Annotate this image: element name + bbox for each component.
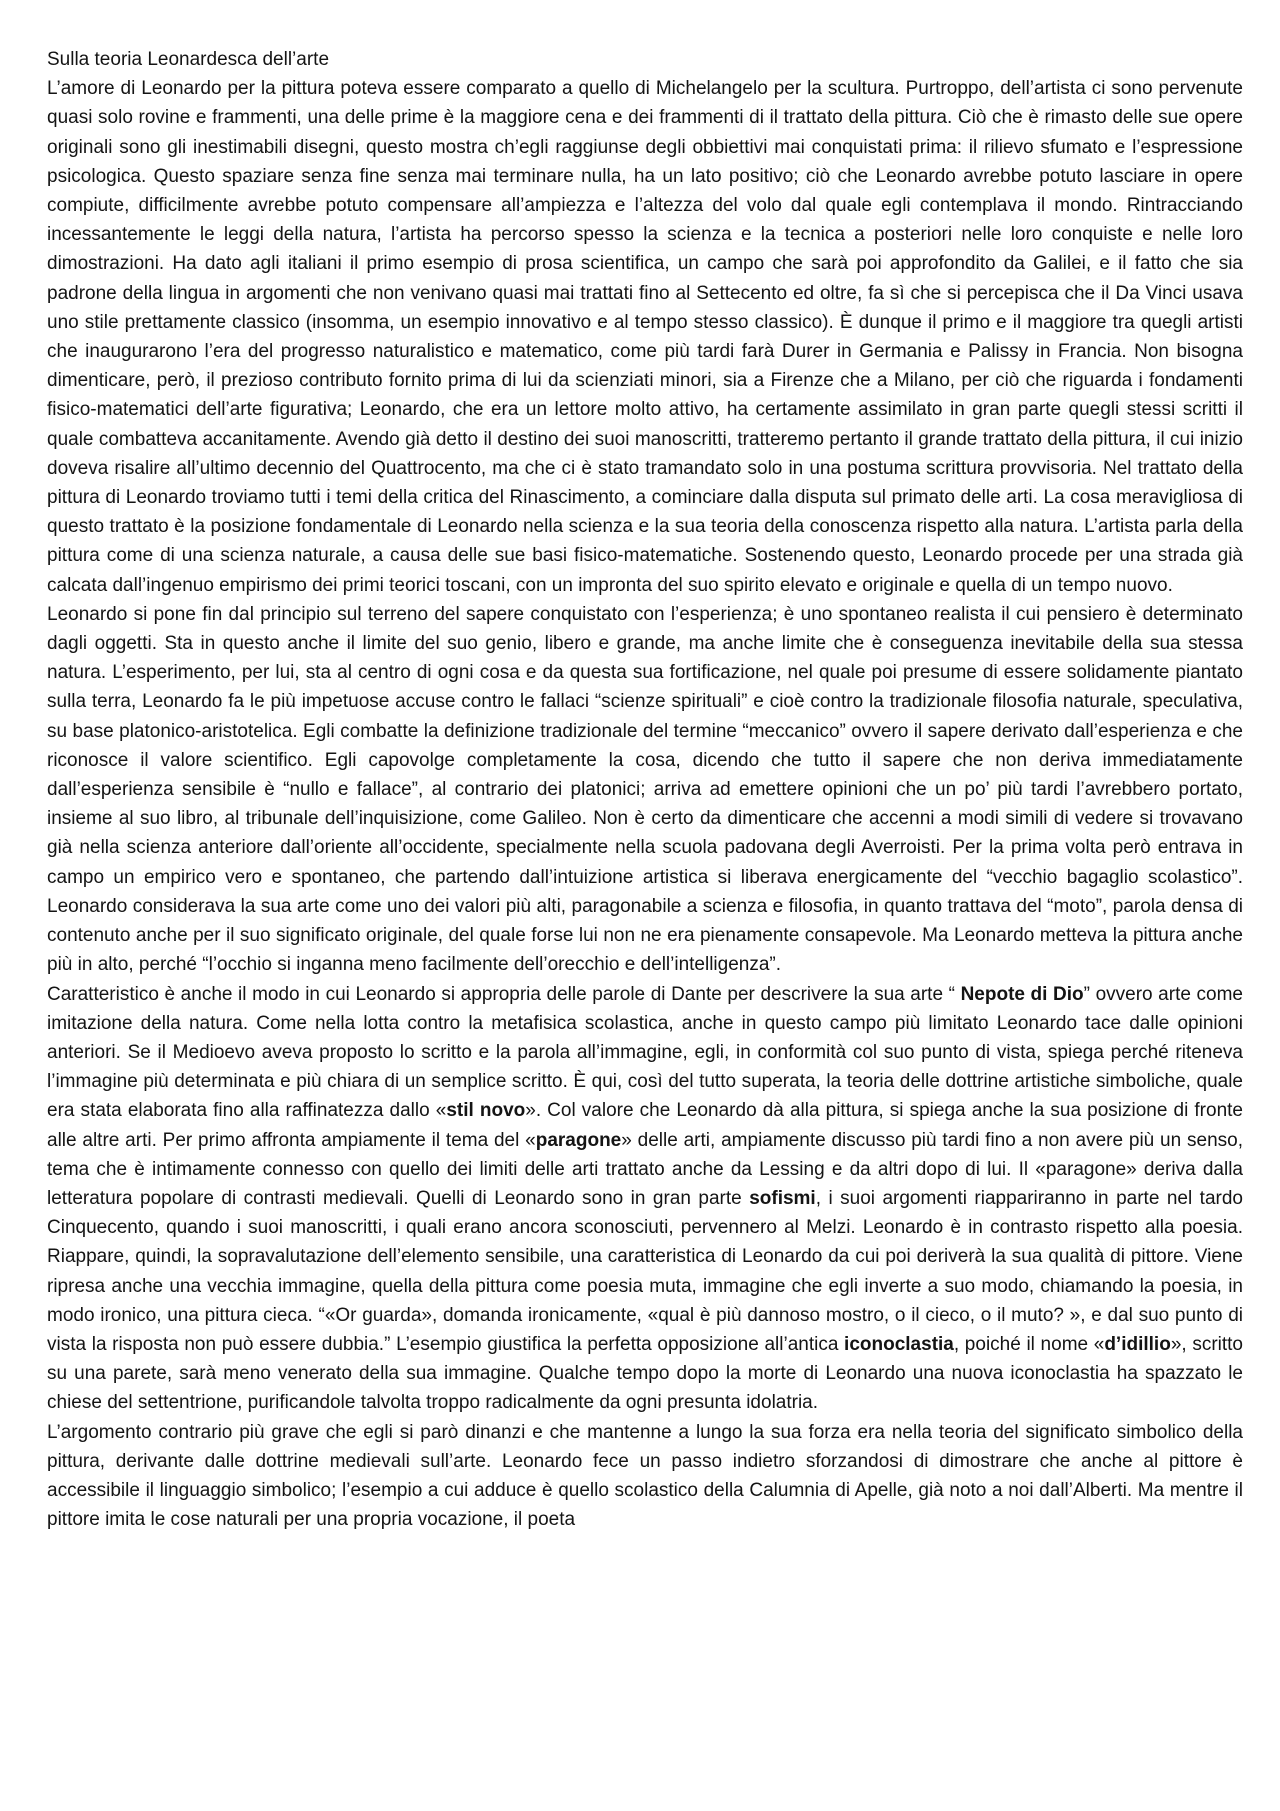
paragraph-3-text: », scritto su una parete, sarà meno venerato della sua immagine. Qualche tempo dopo la morte di Leonardo una nuova iconoclastia ha spazzato le chiese del settentrione, purificandole talvolta troppo radicalmente da ogni presunta idolatria. [47,1333,1243,1414]
bold-paragone: paragone [535,1129,622,1151]
paragraph-3-text: ” ovvero arte come imitazione della natura. Come nella lotta contro la metafisica scolastica, anche in questo campo più limitato Leonardo tace dalle opinioni anteriori. Se il Medioevo aveva proposto lo scritto e la parola all’immagine, egli, in conformità col suo punto di vista, spiega perché riteneva l’immagine più determinata e più chiara di un semplice scritto. È qui, così del tutto superata, la teoria delle dottrine artistiche simboliche, quale era stata elaborata fino alla raffinatezza dallo « [47,983,1243,1122]
paragraph-3-text: Caratteristico è anche il modo in cui Leonardo si appropria delle parole di Dante per descrivere la sua arte “ [47,983,961,1005]
paragraph-4: L’argomento contrario più grave che egli si parò dinanzi e che mantenne a lungo la sua forza era nella teoria del significato simbolico della pittura, derivante dalle dottrine medievali sull’arte. Leonardo fece un passo indietro sforzandosi di dimostrare che anche al pittore è accessibile il linguaggio simbolico; l’esempio a cui adduce è quello scolastico della Calumnia di Apelle, già noto a noi dall’Alberti. Ma mentre il pittore imita le cose naturali per una propria vocazione, il poeta [47,1421,1243,1531]
paragraph-3-text: , poiché il nome « [953,1333,1105,1355]
bold-iconoclastia: iconoclastia [844,1333,954,1355]
bold-didillio: d’idillio [1104,1333,1171,1355]
paragraph-2: Leonardo si pone fin dal principio sul terreno del sapere conquistato con l’esperienza; è uno spontaneo realista il cui pensiero è determinato dagli oggetti. Sta in questo anche il limite del suo genio, libero e grande, ma anche limite che è conseguenza inevitabile della sua stessa natura. L’esperimento, per lui, sta al centro di ogni cosa e da questa sua fortificazione, nel quale poi presume di essere solidamente piantato sulla terra, Leonardo fa le più impetuose accuse contro le fallaci “scienze spirituali” e cioè contro la tradizionale filosofia naturale, speculativa, su base platonico-aristotelica. Egli combatte la definizione tradizionale del termine “meccanico” ovvero il sapere derivato dall’esperienza e che riconosce il valore scientifico. Egli capovolge completamente la cosa, dicendo che tutto il sapere che non deriva immediatamente dall’esperienza sensibile è “nullo e fallace”, al contrario dei platonici; arriva ad emettere opinioni che un po’ più tardi l’avrebbero portato, insieme al suo libro, al tribunale dell’inquisizione, come Galileo. Non è certo da dimenticare che accenni a modi simili di vedere si trovavano già nella scienza anteriore dall’oriente all’occidente, specialmente nella scuola padovana degli Averroisti. Per la prima volta però entrava in campo un empirico vero e spontaneo, che partendo dall’intuizione artistica si liberava energicamente del “vecchio bagaglio scolastico”. Leonardo considerava la sua arte come uno dei valori più alti, paragonabile a scienza e filosofia, in quanto trattava del “moto”, parola densa di contenuto anche per il suo significato originale, del quale forse lui non ne era pienamente consapevole. Ma Leonardo metteva la pittura anche più in alto, perché “l’occhio si inganna meno facilmente dell’orecchio e dell’intelligenza”. [47,603,1243,976]
bold-sofismi: sofismi [749,1187,816,1209]
paragraph-3 [47,980,1243,1418]
bold-nepote-di-dio: Nepote di Dio [960,983,1084,1005]
paragraph-1: L’amore di Leonardo per la pittura poteva essere comparato a quello di Michelangelo per la scultura. Purtroppo, dell’artista ci sono pervenute quasi solo rovine e frammenti, una delle prime è la maggiore cena e dei frammenti di il trattato della pittura. Ciò che è rimasto delle sue opere originali sono gli inestimabili disegni, questo mostra ch’egli raggiunse degli obbiettivi mai conquistati prima: il rilievo sfumato e l’espressione psicologica. Questo spaziare senza fine senza mai terminare nulla, ha un lato positivo; ciò che Leonardo avrebbe potuto lasciare in opere compiute, difficilmente avrebbe potuto compensare all’ampiezza e l’altezza del volo dal quale egli contemplava il mondo. Rintracciando incessantemente le leggi della natura, l’artista ha percorso spesso la scienza e la tecnica a posteriori nelle loro conquiste e nelle loro dimostrazioni. Ha dato agli italiani il primo esempio di prosa scientifica, un campo che sarà poi approfondito da Galilei, e il fatto che sia padrone della lingua in argomenti che non venivano quasi mai trattati fino al Settecento ed oltre, fa sì che si percepisca che il Da Vinci usava uno stile prettamente classico (insomma, un esempio innovativo e al tempo stesso classico). È dunque il primo e il maggiore tra quegli artisti che inaugurarono l’era del progresso naturalistico e matematico, come più tardi farà Durer in Germania e Palissy in Francia. Non bisogna dimenticare, però, il prezioso contributo fornito prima di lui da scienziati minori, sia a Firenze che a Milano, per ciò che riguarda i fondamenti fisico-matematici dell’arte figurativa; Leonardo, che era un lettore molto attivo, ha certamente assimilato in gran parte quegli stessi scritti il quale combatteva accanitamente. Avendo già detto il destino dei suoi manoscritti, tratteremo pertanto il grande trattato della pittura, il cui inizio doveva risalire all’ultimo decennio del Quattrocento, ma che ci è stato tramandato solo in una postuma scrittura provvisoria. Nel trattato della pittura di Leonardo troviamo tutti i temi della critica del Rinascimento, a cominciare dalla disputa sul primato delle arti. La cosa meravigliosa di questo trattato è la posizione fondamentale di Leonardo nella scienza e la sua teoria della conoscenza rispetto alla natura. L’artista parla della pittura come di una scienza naturale, a causa delle sue basi fisico-matematiche. Sostenendo questo, Leonardo procede per una strada già calcata dall’ingenuo empirismo dei primi teorici toscani, con un impronta del suo spirito elevato e originale e quella di un tempo nuovo. [47,78,1243,596]
paragraph-3-text: » delle arti, ampiamente discusso più tardi fino a non avere più un senso, tema che è intimamente connesso con quello dei limiti delle arti trattato anche da Lessing e da altri dopo di lui. Il «paragone» deriva dalla letteratura popolare di contrasti medievali. Quelli di Leonardo sono in gran parte [47,1129,1243,1209]
bold-stil-novo: stil novo [446,1100,526,1122]
paragraph-3-text: ». Col valore che Leonardo dà alla pittura, si spiega anche la sua posizione di fronte alle altre arti. Per primo affronta ampiamente il tema del « [47,1100,1243,1151]
document-title: Sulla teoria Leonardesca dell’arte [47,49,330,70]
paragraph-3-text: , i suoi argomenti riappariranno in parte nel tardo Cinquecento, quando i suoi manoscritti, i quali erano ancora sconosciuti, pervennero al Melzi. Leonardo è in contrasto rispetto alla poesia. Riappare, quindi, la sopravalutazione dell’elemento sensibile, una caratteristica di Leonardo da cui poi deriverà la sua qualità di pittore. Viene ripresa anche una vecchia immagine, quella della pittura come poesia muta, immagine che egli inverte a suo modo, chiamando la poesia, in modo ironico, una pittura cieca. “«Or guarda», domanda ironicamente, «qual è più dannoso mostro, o il cieco, o il muto? », e dal suo punto di vista la risposta non può essere dubbia.” L’esempio giustifica la perfetta opposizione all’antica [47,1187,1243,1355]
document-page [47,45,1243,1534]
